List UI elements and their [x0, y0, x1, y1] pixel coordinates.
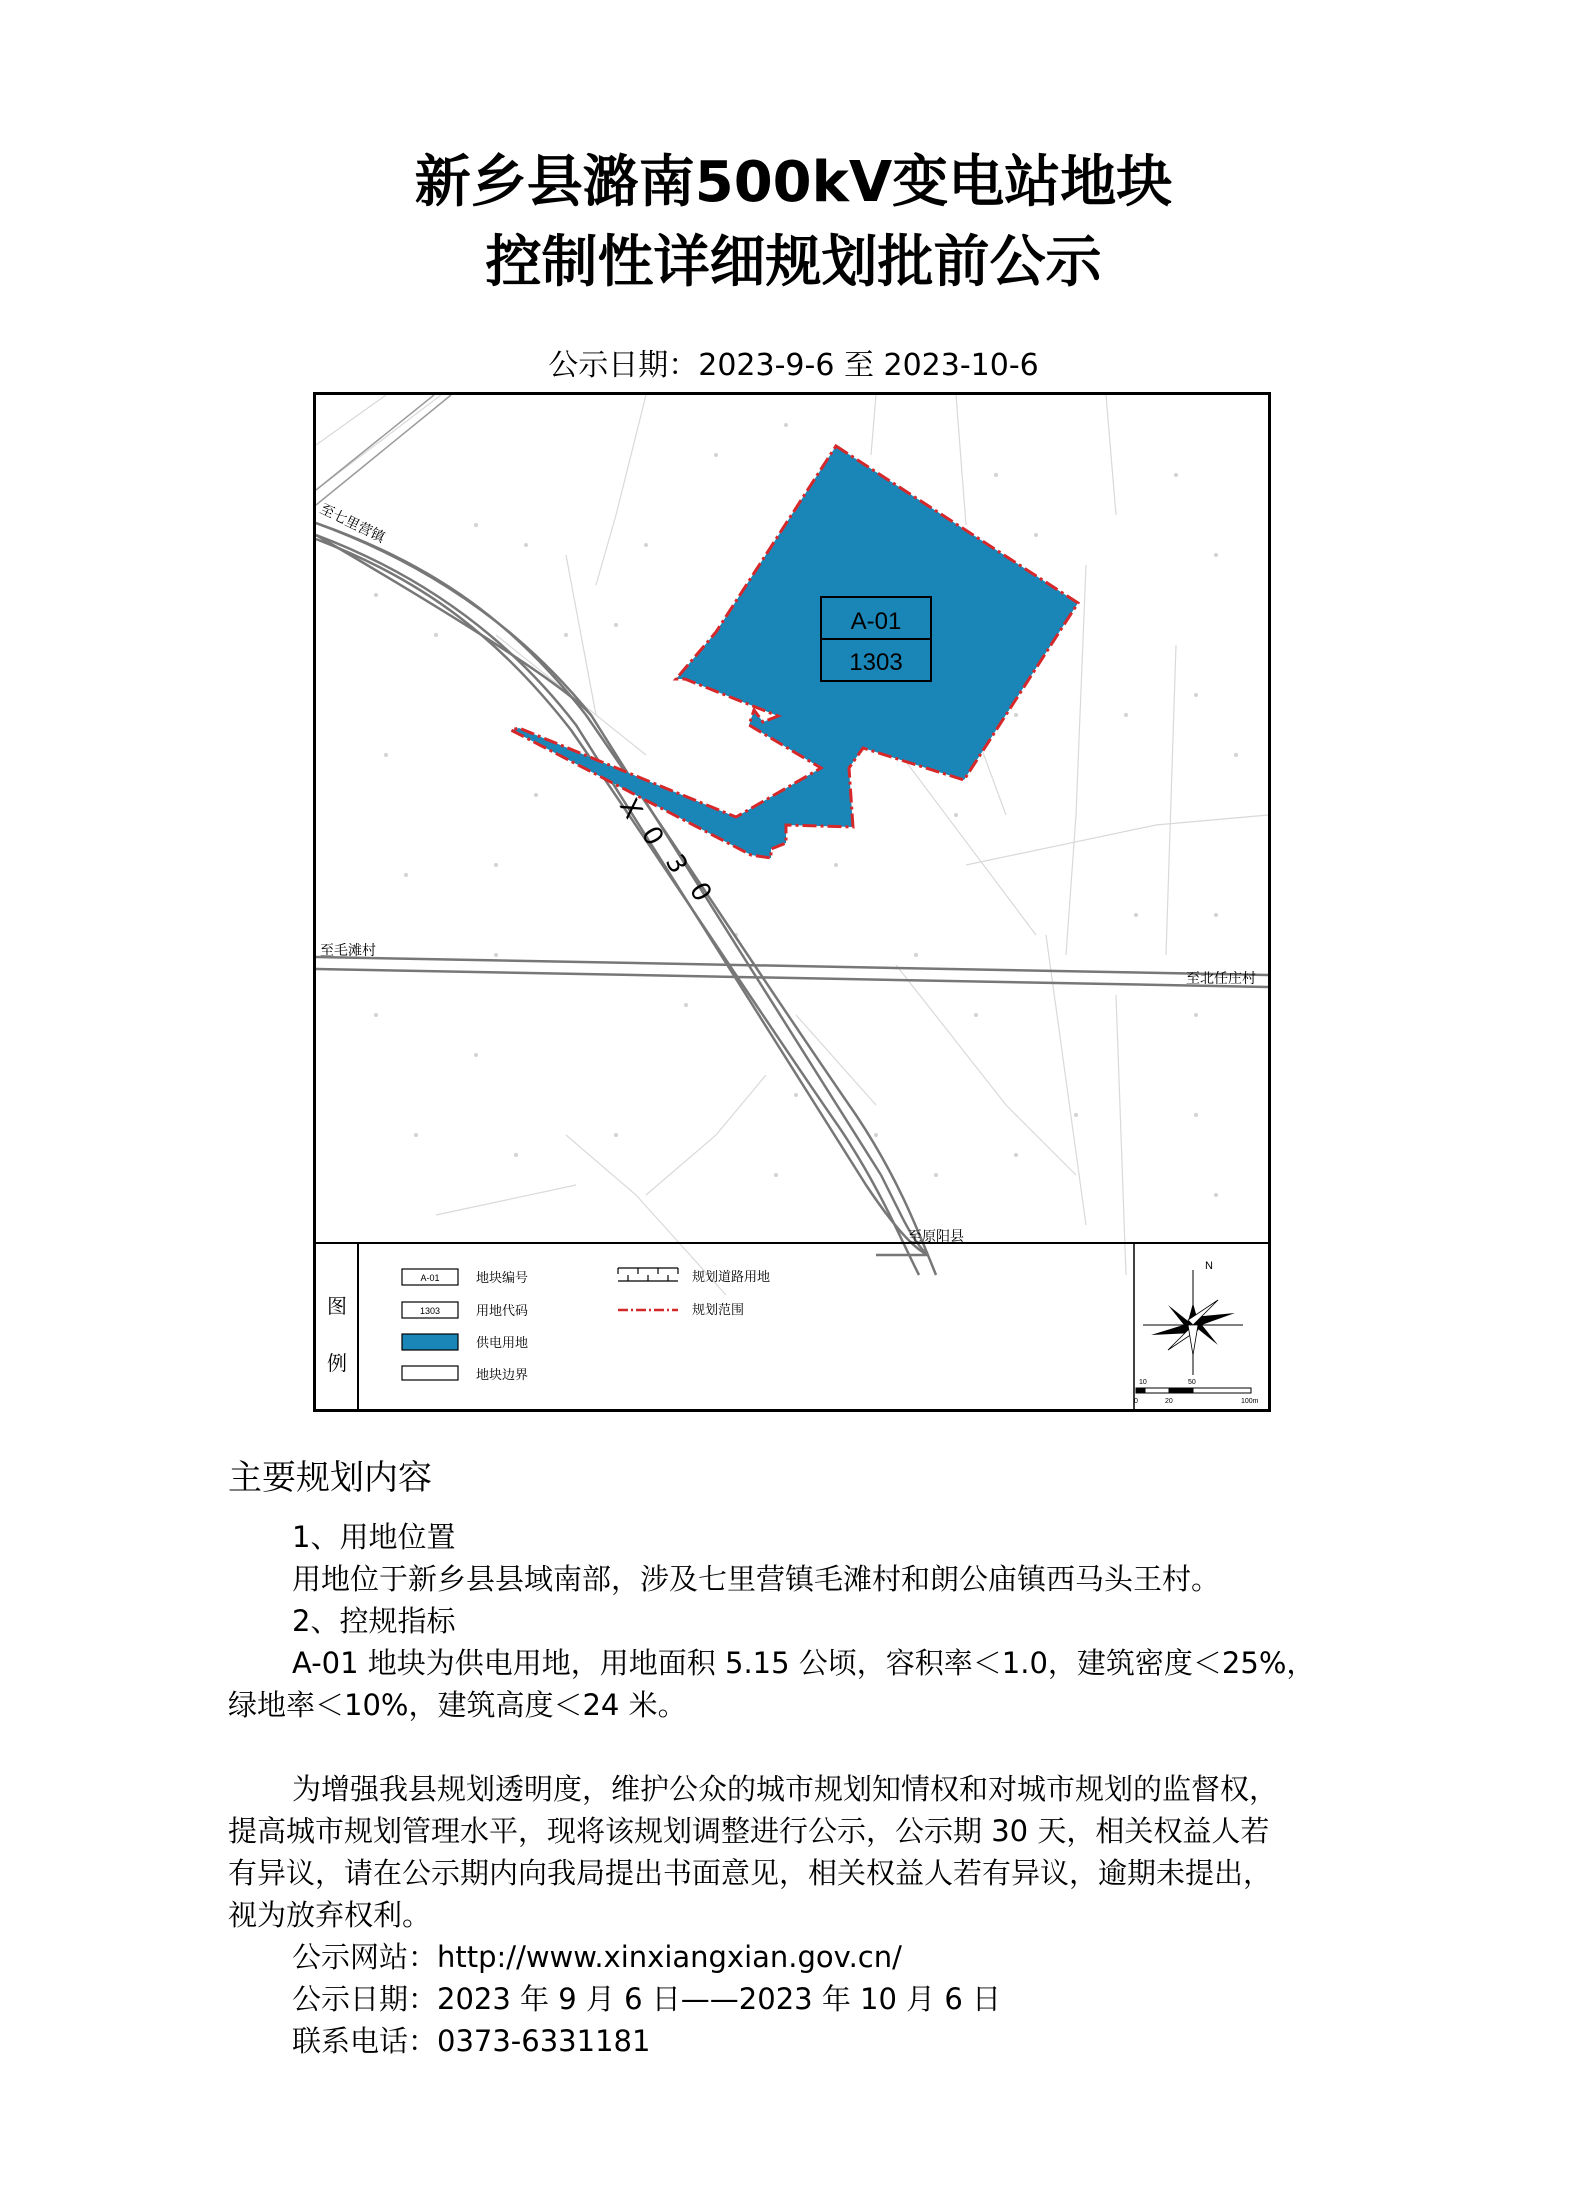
notice-line-2: 提高城市规划管理水平，现将该规划调整进行公示，公示期 30 天，相关权益人若 — [228, 1814, 1270, 1848]
label-x030-char-1: X — [612, 793, 648, 824]
legend-heading-2: 例 — [327, 1351, 347, 1375]
notice-line-3: 有异议，请在公示期内向我局提出书面意见，相关权益人若有异议，逾期未提出， — [228, 1856, 1273, 1890]
item1-text: 用地位于新乡县县域南部，涉及七里营镇毛滩村和朗公庙镇西马头王村。 — [292, 1562, 1221, 1596]
publicity-date: 公示日期：2023-9-6 至 2023-10-6 — [548, 348, 1039, 383]
title-line-1: 新乡县潞南500kV变电站地块 — [414, 150, 1173, 215]
title-line-2: 控制性详细规划批前公示 — [485, 230, 1102, 295]
label-to-yuanyang: 至原阳县 — [908, 1229, 964, 1245]
legend-symbol-landuse: 1303 — [419, 1306, 441, 1316]
legend-symbol-code: A-01 — [420, 1273, 440, 1283]
section-title: 主要规划内容 — [228, 1458, 432, 1498]
phone-line: 联系电话：0373-6331181 — [292, 2024, 651, 2058]
parcel-land-use-code: 1303 — [849, 649, 903, 676]
item2-text-line-2: 绿地率＜10%，建筑高度＜24 米。 — [228, 1688, 687, 1722]
website-line: 公示网站：http://www.xinxiangxian.gov.cn/ — [292, 1940, 902, 1974]
north-arrow-icon — [1143, 1270, 1243, 1375]
legend-swatch-road — [618, 1268, 678, 1281]
scale-top-10: 10 — [1139, 1379, 1147, 1386]
label-x030-char-2: 0 — [634, 821, 670, 851]
power-supply-parcel — [511, 446, 1078, 858]
item2-text-line-1: A-01 地块为供电用地，用地面积 5.15 公顷，容积率＜1.0，建筑密度＜25%， — [292, 1646, 1316, 1680]
notice-line-4: 视为放弃权利。 — [228, 1898, 432, 1932]
label-x030-char-3: 3 — [658, 849, 694, 879]
label-x030-char-4: 0 — [682, 877, 718, 907]
scale-bottom-20: 20 — [1165, 1398, 1173, 1405]
legend-heading-1: 图 — [327, 1294, 347, 1318]
planning-map — [313, 392, 1271, 1412]
north-label: N — [1205, 1260, 1213, 1272]
legend-swatch-boundary — [402, 1366, 458, 1380]
item2-title: 2、控规指标 — [292, 1604, 456, 1638]
horizontal-road — [316, 957, 1268, 987]
legend-label-power: 供电用地 — [476, 1336, 529, 1351]
parcel-code: A-01 — [850, 608, 902, 635]
legend-label-boundary: 地块边界 — [476, 1368, 529, 1383]
legend-label-road: 规划道路用地 — [692, 1270, 771, 1285]
notice-line-1: 为增强我县规划透明度，维护公众的城市规划知情权和对城市规划的监督权， — [292, 1772, 1279, 1806]
legend-label-range: 规划范围 — [692, 1303, 745, 1318]
period-line: 公示日期：2023 年 9 月 6 日——2023 年 10 月 6 日 — [292, 1982, 1002, 2016]
legend-label-landuse: 用地代码 — [476, 1304, 529, 1319]
scale-bottom-100: 100m — [1241, 1398, 1259, 1405]
legend-label-code: 地块编号 — [476, 1271, 529, 1286]
scale-bottom-0: 0 — [1134, 1398, 1138, 1405]
item1-title: 1、用地位置 — [292, 1520, 456, 1554]
label-to-maotan: 至毛滩村 — [320, 943, 376, 959]
label-to-qiliying: 至七里营镇 — [317, 501, 388, 547]
legend-swatch-power — [402, 1334, 458, 1350]
label-to-beirenzhuang: 至北任庄村 — [1186, 971, 1256, 987]
scale-top-50: 50 — [1188, 1379, 1196, 1386]
scale-bar — [1136, 1388, 1251, 1393]
